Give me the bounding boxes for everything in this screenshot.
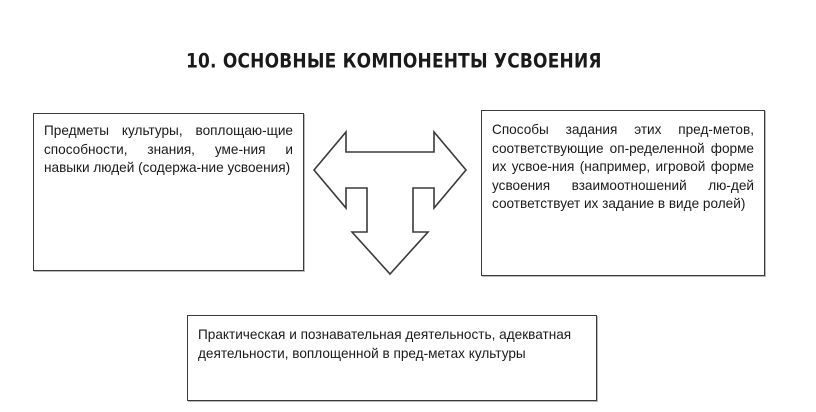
culture-subjects-box [33,113,304,271]
practical-activity-box [187,315,597,401]
assignment-methods-text: Способы задания этих пред-метов, соответствующие оп-ределенной форме их усвое-ния (например, игровой форме усвоения взаимоотношений лю-дей соответствует их задание в виде ролей) [492,122,754,211]
assignment-methods-box [481,110,765,276]
diagram-title: 10. ОСНОВНЫЕ КОМПОНЕНТЫ УСВОЕНИЯ [186,50,602,73]
practical-activity-text: Практическая и познавательная деятельность, адекватная деятельности, воплощенной в пред-метах культуры [198,327,572,361]
culture-subjects-text: Предметы культуры, воплощаю-щие способности, знания, уме-ния и навыки людей (содержа-ние усвоения) [44,123,293,175]
t-shaped-three-way-arrow-icon [310,128,470,278]
